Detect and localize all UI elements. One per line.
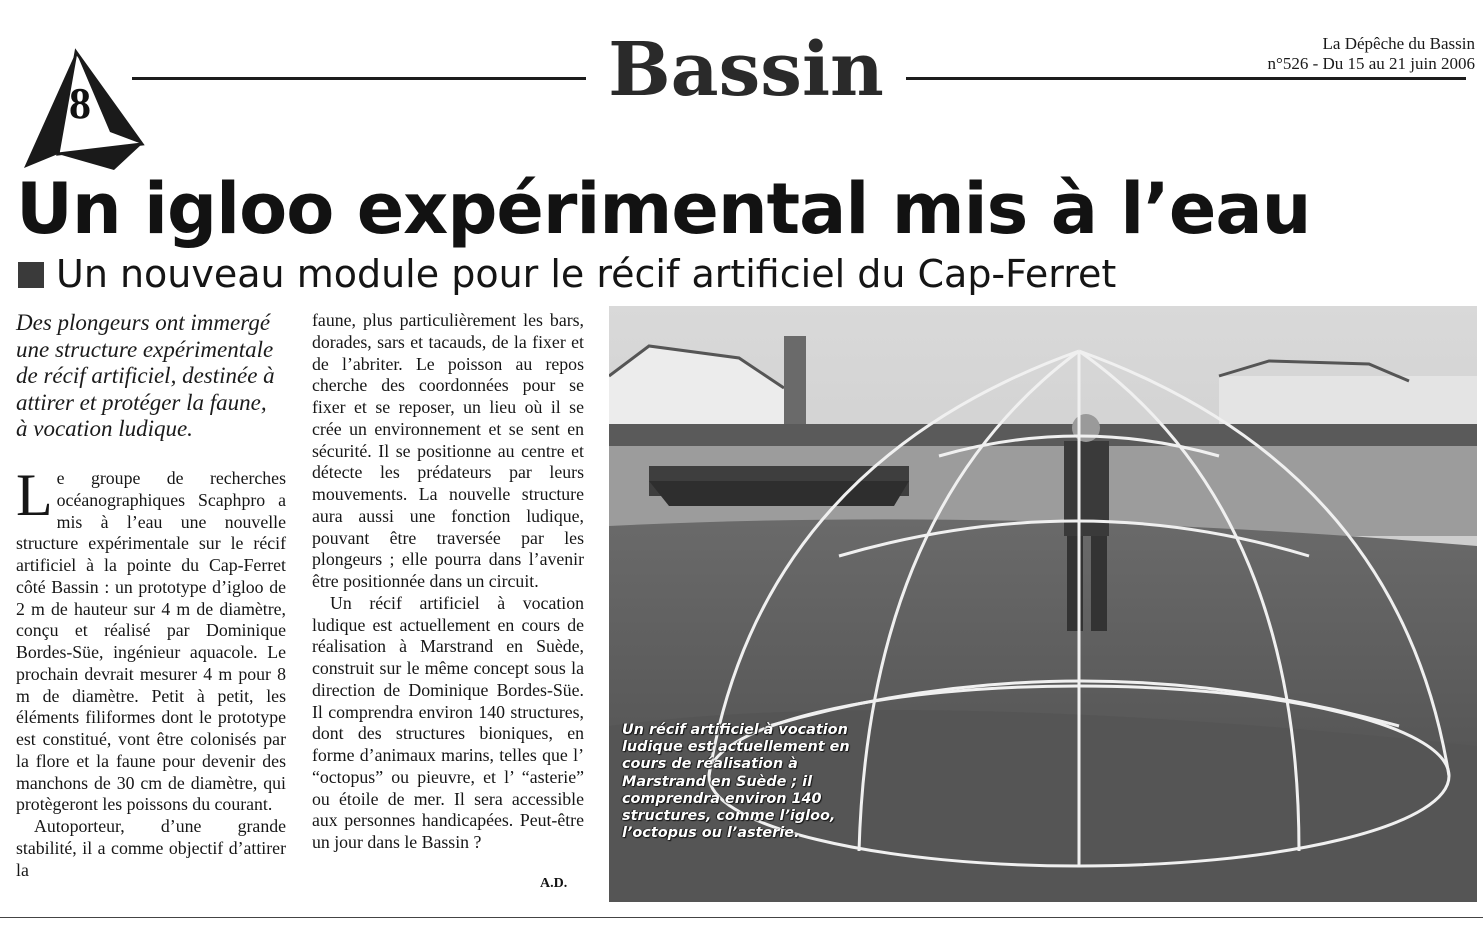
headline: Un igloo expérimental mis à l’eau	[16, 168, 1311, 250]
author-signature: A.D.	[540, 876, 568, 891]
article-column-1	[16, 462, 286, 881]
publication-name: La Dépêche du Bassin	[1322, 34, 1475, 53]
header-rule-left	[132, 77, 586, 80]
subheadline-bullet-icon	[18, 262, 44, 288]
subheadline: Un nouveau module pour le récif artificiel du Cap-Ferret	[56, 252, 1117, 296]
column-1-paragraph-2: Autoporteur, d’une grande stabilité, il a comme objectif d’attirer la	[16, 816, 286, 880]
column-1-paragraph-1-text: e groupe de recherches océanographiques Scaphpro a mis à l’eau une nouvelle structure expérimentale sur le récif artificiel à la pointe du Cap-Ferret côté Bassin : un prototype d’igloo de 2 m de hauteur sur 4 m de diamètre, conçu et réalisé par Dominique Bordes-Süe, ingénieur aquacole. Le prochain devrait mesurer 4 m pour 8 m de diamètre. Petit à petit, les éléments filiformes dont le prototype est constitué, vont être colonisés par la flore et la faune pour devenir des manchons de 30 cm de diamètre, qui protègeront les poissons du courant.	[16, 468, 286, 815]
drop-cap: L	[16, 462, 53, 528]
column-2-paragraph-2: Un récif artificiel à vocation ludique est actuellement en cours de réalisation à Marstrand en Suède, construit sur le même concept sous la direction de Dominique Bordes-Süe. Il comprendra environ 140 structures, dont des structures bioniques, en forme d’animaux marins, telles que l’ “octopus” ou pieuvre, et l’ “asterie” ou étoile de mer. Il sera accessible aux personnes handicapées. Peut-être un jour dans le Bassin ?	[312, 592, 584, 852]
header-rule-right	[906, 77, 1466, 80]
article-column-2	[312, 310, 584, 854]
photo-caption: Un récif artificiel à vocation ludique est actuellement en cours de réalisation à Marstrand en Suède ; il comprendra environ 140 structures, comme l’igloo, l’octopus ou l’asterie.	[622, 722, 850, 842]
publication-issue: n°526 - Du 15 au 21 juin 2006	[1267, 54, 1475, 73]
page-bottom-rule	[0, 917, 1483, 918]
column-2-paragraph-1: faune, plus particulièrement les bars, dorades, sars et tacauds, de la fixer et de l’abriter. Le poisson au repos cherche des coordonnées pour se fixer et se reposer, un lieu où il se crée un environnement et se sent en sécurité. Il se positionne au centre et détecte les prédateurs par leurs mouvements. La nouvelle structure aura aussi une fonction ludique, pouvant être traversée par les plongeurs ; elle pourra dans l’avenir être positionnée dans un circuit.	[312, 310, 584, 591]
article-lead: Des plongeurs ont immergé une structure expérimentale de récif artificiel, destinée à attirer et protéger la faune, à vocation ludique.	[16, 310, 275, 441]
section-title: Bassin	[608, 27, 884, 113]
page-number: 8	[69, 79, 91, 128]
column-1-paragraph-1	[16, 462, 286, 816]
